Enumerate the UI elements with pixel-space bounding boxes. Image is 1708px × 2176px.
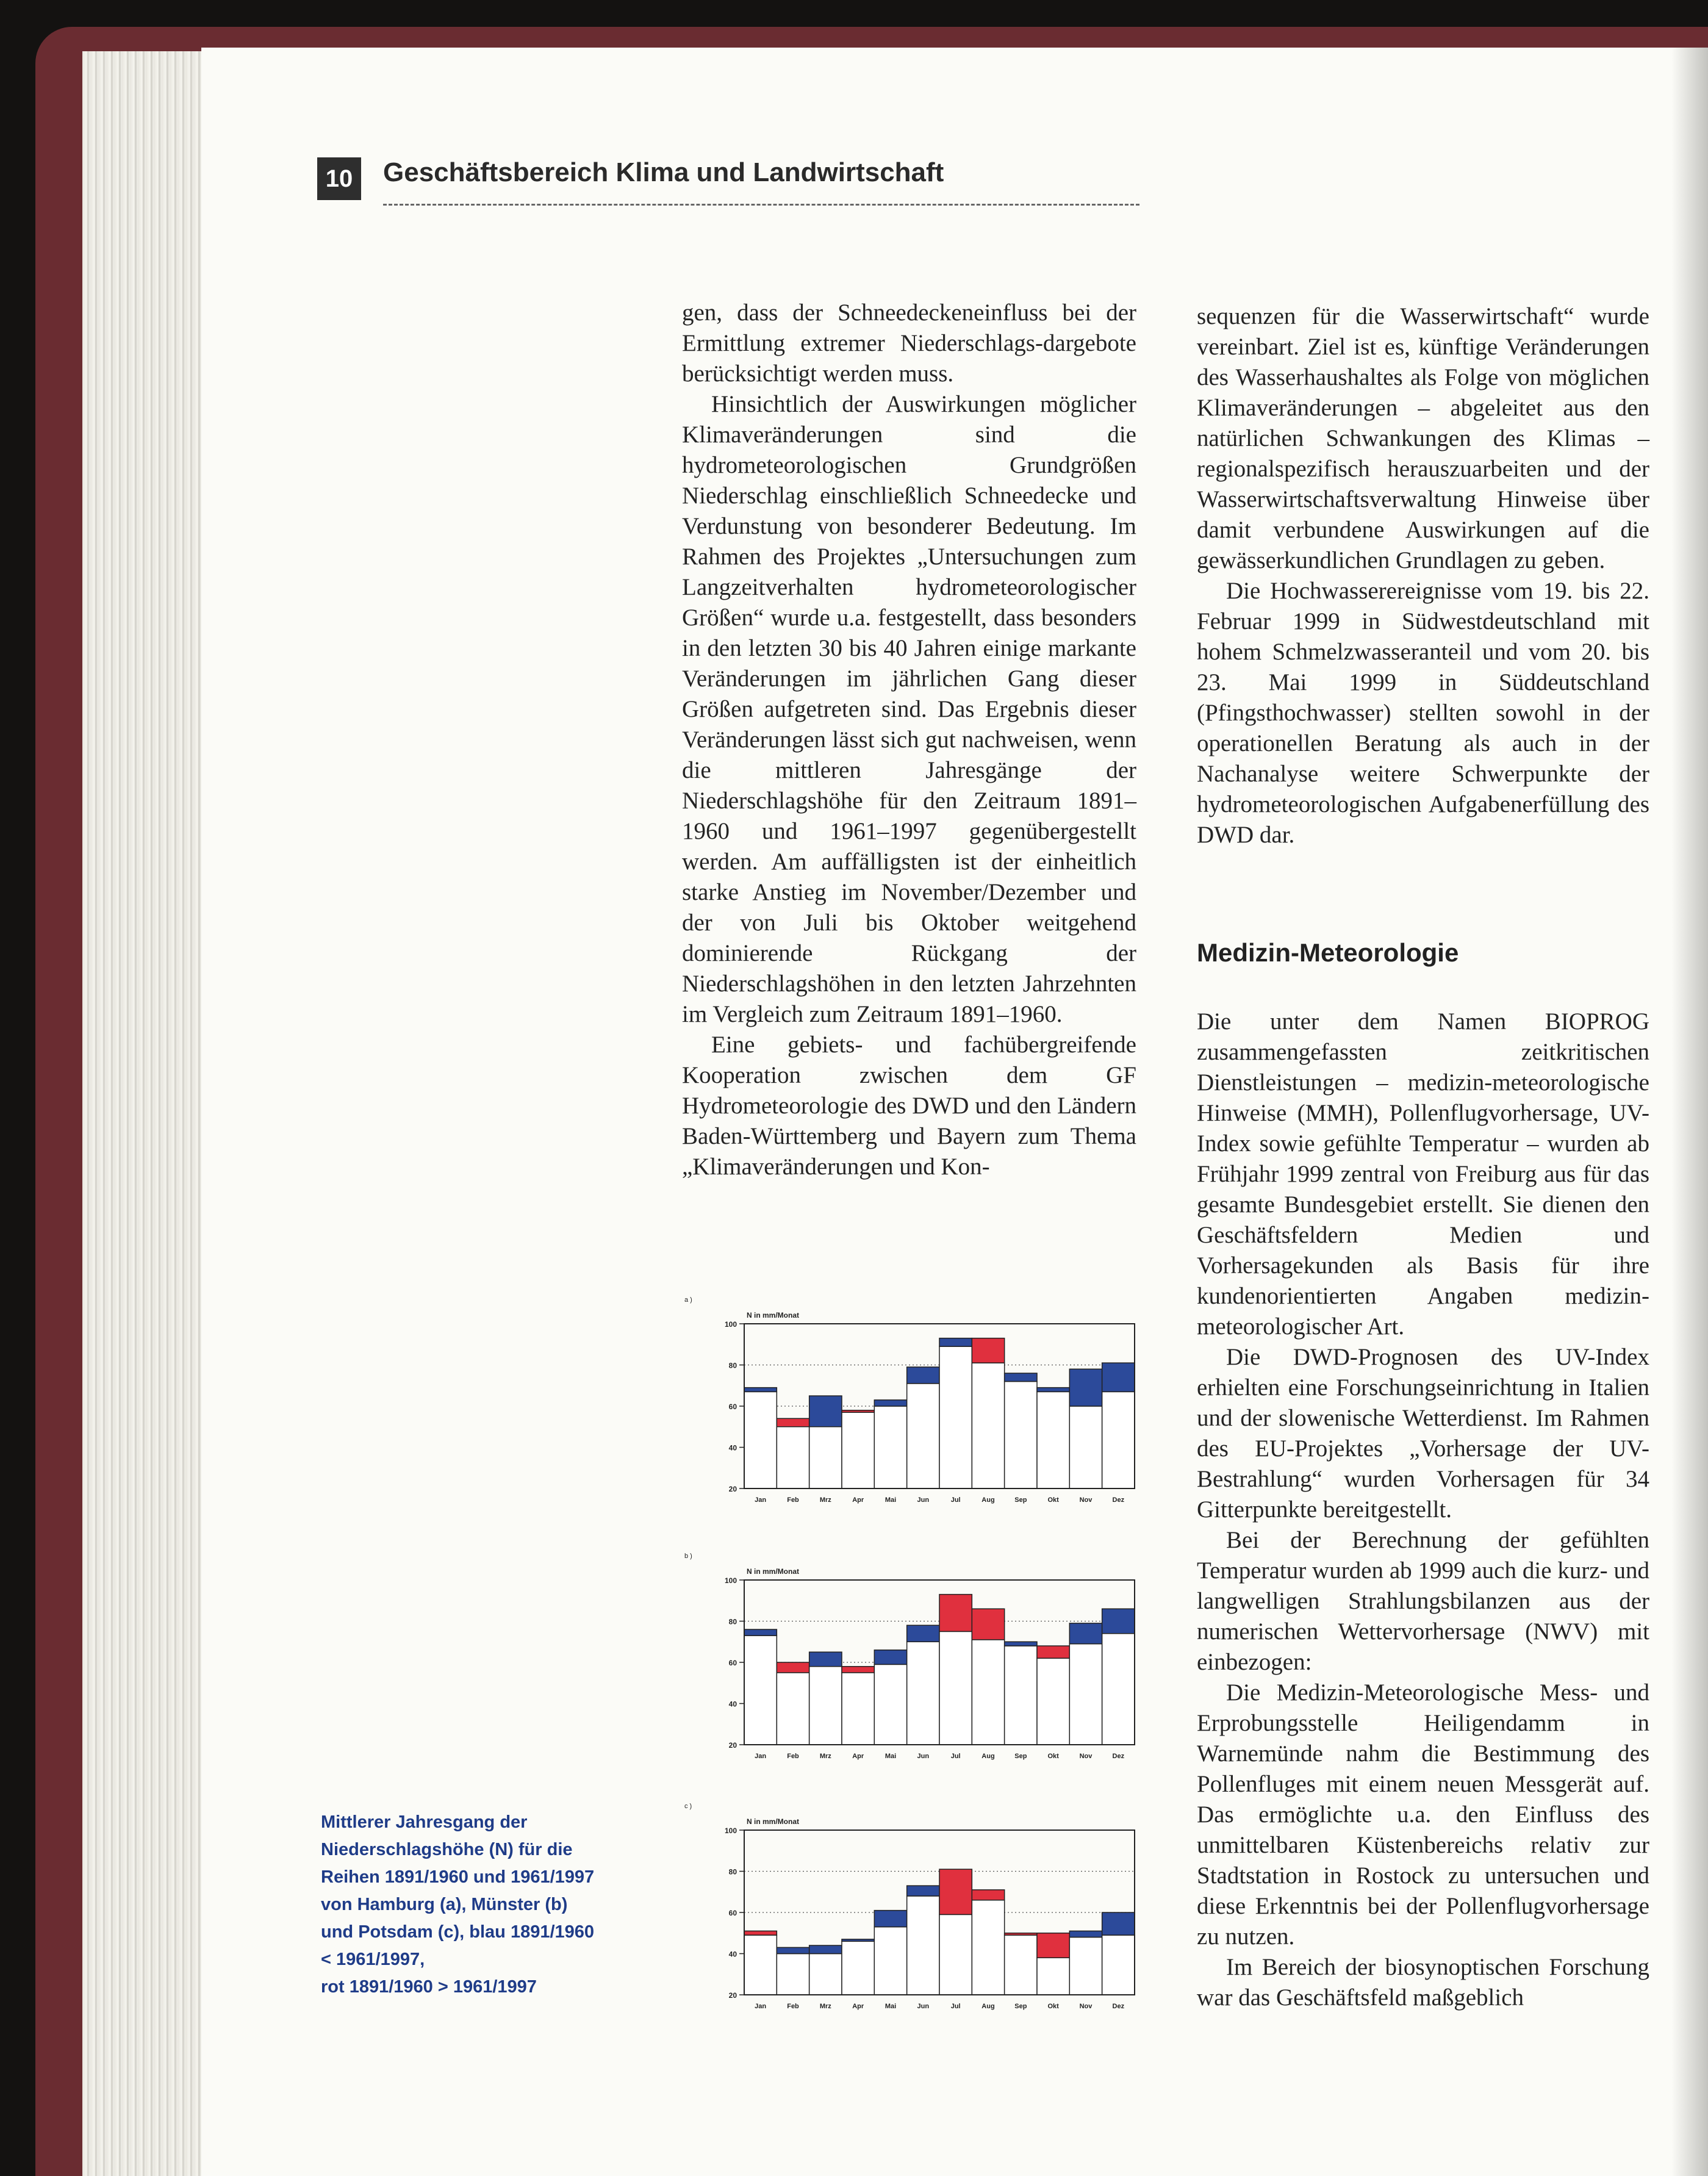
bar-increase bbox=[874, 1650, 906, 1665]
paragraph: Die Medizin-Meteorologische Mess- und Erprobungsstelle Heiligendamm in Warnemünde nahm die Bestimmung des Pollenfluges mit einem neuen Messgerät auf. Das ermöglichte u.a. den Einfluss des unmittelbaren Küstenbereichs relativ zur Stadtstation in Rostock zu untersuchen und diese Erkenntnis bei der Pollenflugvorhersage zu nutzen. bbox=[1197, 1679, 1649, 1950]
bar-increase bbox=[1102, 1363, 1135, 1391]
x-tick-label: Mrz bbox=[819, 1753, 831, 1760]
panel-label: b ) bbox=[684, 1553, 692, 1560]
bar-decrease bbox=[939, 1595, 972, 1632]
bar-base bbox=[1102, 1634, 1135, 1745]
x-tick-label: Mrz bbox=[819, 2003, 831, 2010]
bar-base bbox=[777, 1673, 809, 1745]
y-tick-label: 80 bbox=[728, 1867, 737, 1876]
y-axis-label: N in mm/Monat bbox=[747, 1817, 799, 1826]
bar-base bbox=[777, 1427, 809, 1488]
precipitation-chart-hamburg bbox=[677, 1293, 1141, 1513]
panel-label: c ) bbox=[684, 1803, 692, 1810]
bar-increase bbox=[1069, 1931, 1102, 1937]
y-axis-label: N in mm/Monat bbox=[747, 1567, 799, 1576]
section-heading: Medizin-Meteorologie bbox=[1197, 938, 1459, 967]
caption-line: Mittlerer Jahresgang der bbox=[321, 1812, 528, 1832]
x-tick-label: Jan bbox=[755, 2003, 767, 2010]
y-tick-label: 80 bbox=[728, 1361, 737, 1370]
bar-increase bbox=[907, 1367, 939, 1384]
y-tick-label: 100 bbox=[724, 1826, 737, 1835]
bar-increase bbox=[874, 1400, 906, 1406]
x-tick-label: Feb bbox=[787, 1496, 799, 1504]
bar-increase bbox=[1069, 1623, 1102, 1644]
bar-base bbox=[939, 1631, 972, 1745]
caption-line: und Potsdam (c), blau 1891/1960 bbox=[321, 1922, 595, 1942]
x-tick-label: Jun bbox=[917, 2003, 930, 2010]
paragraph: Hinsichtlich der Auswirkungen möglicher Klimaveränderungen sind die hydrometeorologischen Grundgrößen Niederschlag einschließlich Schneedecke und Verdunstung von besonderer Bedeutung. Im Rahmen des Projektes „Untersuchungen zum Langzeitverhalten hydrometeorologischer Größen“ wurde u.a. festgestellt, dass besonders in den letzten 30 bis 40 Jahren einige markante Veränderungen im jährlichen Gang dieser Größen aufgetreten sind. Das Ergebnis dieser Veränderungen lässt sich gut nachweisen, wenn die mittleren Jahresgänge der Niederschlagshöhe für den Zeitraum 1891–1960 und 1961–1997 gegenübergestellt werden. Am auffälligsten ist der einheitlich starke Anstieg im November/Dezember und der von Juli bis Oktober weitgehend dominierende Rückgang der Niederschlagshöhen in den letzten Jahrzehnten im Vergleich zum Zeitraum 1891–1960. bbox=[682, 391, 1136, 1027]
bar-decrease bbox=[744, 1931, 777, 1935]
bar-increase bbox=[744, 1629, 777, 1636]
bar-base bbox=[972, 1900, 1004, 1995]
x-tick-label: Jul bbox=[950, 1753, 961, 1760]
bar-base bbox=[1005, 1935, 1037, 1995]
x-tick-label: Nov bbox=[1079, 2003, 1093, 2010]
bar-base bbox=[874, 1664, 906, 1745]
bar-base bbox=[744, 1636, 777, 1745]
caption-line: Niederschlagshöhe (N) für die bbox=[321, 1840, 573, 1859]
bar-decrease bbox=[1005, 1933, 1037, 1935]
caption-line: rot 1891/1960 > 1961/1997 bbox=[321, 1977, 537, 1997]
precipitation-chart-potsdam bbox=[677, 1800, 1141, 2019]
bar-base bbox=[809, 1667, 842, 1745]
paragraph: Die unter dem Namen BIOPROG zusammengefassten zeitkritischen Dienstleistungen – medizin-meteorologische Hinweise (MMH), Pollenflugvorhersage, UV-Index sowie gefühlte Temperatur – wurden ab Frühjahr 1999 zentral von Freiburg aus für das gesamte Bundesgebiet erstellt. Sie dienen den Geschäftsfeldern Medien und Vorhersagekunden als Basis für ihre kundenorientierten Angaben medizin-meteorologischer Art. bbox=[1197, 1008, 1649, 1340]
bar-base bbox=[907, 1384, 939, 1488]
y-tick-label: 40 bbox=[728, 1950, 737, 1959]
bar-base bbox=[972, 1640, 1004, 1745]
x-tick-label: Aug bbox=[981, 2003, 995, 2010]
bar-base bbox=[842, 1941, 874, 1995]
bar-increase bbox=[809, 1945, 842, 1954]
y-tick-label: 60 bbox=[728, 1909, 737, 1917]
x-tick-label: Mai bbox=[884, 1753, 897, 1760]
paragraph: Bei der Berechnung der gefühlten Temperatur wurden ab 1999 auch die kurz- und langwelligen Strahlungsbilanzen aus der numerischen Wettervorhersage (NWV) mit einbezogen: bbox=[1197, 1527, 1649, 1675]
x-tick-label: Sep bbox=[1014, 2003, 1027, 2010]
y-tick-label: 60 bbox=[728, 1402, 737, 1411]
bar-increase bbox=[874, 1911, 906, 1927]
bar-base bbox=[907, 1642, 939, 1745]
bar-increase bbox=[1102, 1912, 1135, 1935]
bar-base bbox=[809, 1427, 842, 1488]
y-tick-label: 20 bbox=[728, 1991, 737, 2000]
bar-base bbox=[907, 1896, 939, 1995]
bar-base bbox=[1037, 1958, 1069, 1995]
bar-base bbox=[1069, 1644, 1102, 1745]
x-tick-label: Jun bbox=[917, 1753, 930, 1760]
bar-decrease bbox=[777, 1418, 809, 1427]
bar-increase bbox=[777, 1947, 809, 1953]
bar-decrease bbox=[939, 1869, 972, 1914]
x-tick-label: Mrz bbox=[819, 1496, 831, 1504]
bar-base bbox=[1069, 1406, 1102, 1488]
x-tick-label: Jul bbox=[950, 2003, 961, 2010]
bar-decrease bbox=[777, 1662, 809, 1673]
paragraph: Im Bereich der biosynoptischen Forschung war das Geschäftsfeld maßgeblich bbox=[1197, 1954, 1649, 2011]
page-gutter-shadow bbox=[1671, 48, 1708, 2176]
x-tick-label: Aug bbox=[981, 1753, 995, 1760]
paragraph: Die DWD-Prognosen des UV-Index erhielten eine Forschungseinrichtung in Italien und der slowenische Wetterdienst. Im Rahmen des EU-Projektes „Vorhersage der UV-Bestrahlung“ wurden Vorhersagen für 34 Gitterpunkte bereitgestellt. bbox=[1197, 1344, 1649, 1523]
bar-base bbox=[1005, 1382, 1037, 1489]
bar-increase bbox=[744, 1388, 777, 1392]
bar-base bbox=[1102, 1391, 1135, 1488]
x-tick-label: Nov bbox=[1079, 1753, 1093, 1760]
bar-increase bbox=[842, 1939, 874, 1941]
y-tick-label: 40 bbox=[728, 1443, 737, 1452]
y-axis-label: N in mm/Monat bbox=[747, 1311, 799, 1320]
chapter-number: 10 bbox=[317, 157, 361, 200]
bar-increase bbox=[809, 1652, 842, 1667]
x-tick-label: Feb bbox=[787, 2003, 799, 2010]
x-tick-label: Apr bbox=[852, 1496, 864, 1504]
paragraph: Die Hochwasserereignisse vom 19. bis 22. Februar 1999 in Südwestdeutschland mit hohem Schmelzwasseranteil und vom 20. bis 23. Mai 1999 in Süddeutschland (Pfingsthochwasser) stellten sowohl in der operationellen Beratung als auch in der Nachanalyse weitere Schwerpunkte der hydrometeorologischen Aufgabenerfüllung des DWD dar. bbox=[1197, 578, 1649, 848]
page-edges bbox=[82, 51, 217, 2176]
x-tick-label: Mai bbox=[884, 1496, 897, 1504]
bar-base bbox=[744, 1391, 777, 1488]
x-tick-label: Mai bbox=[884, 2003, 897, 2010]
panel-label: a ) bbox=[684, 1296, 692, 1304]
bar-base bbox=[1069, 1937, 1102, 1995]
chapter-title: Geschäftsbereich Klima und Landwirtschaft bbox=[383, 157, 944, 187]
y-tick-label: 100 bbox=[724, 1576, 737, 1585]
bar-base bbox=[874, 1406, 906, 1488]
precipitation-chart-muenster bbox=[677, 1549, 1141, 1769]
y-tick-label: 40 bbox=[728, 1700, 737, 1709]
x-tick-label: Nov bbox=[1079, 1496, 1093, 1504]
caption-line: Reihen 1891/1960 und 1961/1997 bbox=[321, 1867, 595, 1887]
x-tick-label: Dez bbox=[1112, 1496, 1125, 1504]
y-tick-label: 20 bbox=[728, 1741, 737, 1750]
section-body bbox=[1197, 1007, 1649, 2013]
bar-increase bbox=[809, 1396, 842, 1427]
bar-increase bbox=[1102, 1609, 1135, 1634]
bar-base bbox=[972, 1363, 1004, 1488]
y-tick-label: 60 bbox=[728, 1659, 737, 1667]
bar-base bbox=[874, 1927, 906, 1995]
bar-decrease bbox=[842, 1667, 874, 1673]
x-tick-label: Okt bbox=[1047, 1496, 1059, 1504]
x-tick-label: Dez bbox=[1112, 1753, 1125, 1760]
bar-base bbox=[939, 1914, 972, 1995]
bar-base bbox=[744, 1935, 777, 1995]
x-tick-label: Dez bbox=[1112, 2003, 1125, 2010]
bar-base bbox=[1005, 1646, 1037, 1745]
x-tick-label: Jan bbox=[755, 1753, 767, 1760]
bar-base bbox=[1102, 1935, 1135, 1995]
bar-decrease bbox=[1037, 1933, 1069, 1958]
x-tick-label: Sep bbox=[1014, 1753, 1027, 1760]
y-tick-label: 20 bbox=[728, 1485, 737, 1493]
bar-base bbox=[842, 1412, 874, 1488]
bar-base bbox=[939, 1346, 972, 1488]
x-tick-label: Sep bbox=[1014, 1496, 1027, 1504]
bar-increase bbox=[939, 1338, 972, 1347]
bar-base bbox=[809, 1954, 842, 1995]
bar-base bbox=[777, 1954, 809, 1995]
bar-increase bbox=[907, 1625, 939, 1642]
x-tick-label: Okt bbox=[1047, 1753, 1059, 1760]
bar-increase bbox=[907, 1886, 939, 1896]
bar-base bbox=[842, 1673, 874, 1745]
header-rule bbox=[383, 204, 1139, 206]
x-tick-label: Apr bbox=[852, 1753, 864, 1760]
y-tick-label: 80 bbox=[728, 1617, 737, 1626]
x-tick-label: Jun bbox=[917, 1496, 930, 1504]
caption-line: von Hamburg (a), Münster (b) bbox=[321, 1895, 568, 1914]
caption-line: < 1961/1997, bbox=[321, 1950, 425, 1969]
text-column-right bbox=[1197, 301, 1649, 850]
bar-decrease bbox=[972, 1890, 1004, 1900]
bar-increase bbox=[1005, 1642, 1037, 1646]
x-tick-label: Apr bbox=[852, 2003, 864, 2010]
figure-caption bbox=[321, 1809, 669, 2001]
x-tick-label: Feb bbox=[787, 1753, 799, 1760]
bar-decrease bbox=[972, 1338, 1004, 1363]
x-tick-label: Aug bbox=[981, 1496, 995, 1504]
paragraph: Eine gebiets- und fachübergreifende Kooperation zwischen dem GF Hydrometeorologie des DWD und den Ländern Baden-Württemberg und Bayern zum Thema „Klimaveränderungen und Kon- bbox=[682, 1032, 1136, 1180]
paragraph: gen, dass der Schneedeckeneinfluss bei der Ermittlung extremer Niederschlags-dargebote berücksichtigt werden muss. bbox=[682, 300, 1136, 387]
bar-increase bbox=[1069, 1369, 1102, 1406]
bar-base bbox=[1037, 1658, 1069, 1745]
x-tick-label: Jan bbox=[755, 1496, 767, 1504]
bar-increase bbox=[1037, 1388, 1069, 1392]
x-tick-label: Jul bbox=[950, 1496, 961, 1504]
bar-decrease bbox=[972, 1609, 1004, 1640]
bar-decrease bbox=[1037, 1646, 1069, 1658]
bar-decrease bbox=[842, 1410, 874, 1412]
bar-increase bbox=[1005, 1373, 1037, 1382]
y-tick-label: 100 bbox=[724, 1320, 737, 1329]
x-tick-label: Okt bbox=[1047, 2003, 1059, 2010]
paragraph: sequenzen für die Wasserwirtschaft“ wurde vereinbart. Ziel ist es, künftige Veränderungen des Wasserhaushaltes als Folge von möglichen Klimaveränderungen – abgeleitet aus den natürlichen Schwankungen des Klimas – regionalspezifisch herauszuarbeiten und der Wasserwirtschaftsverwaltung Hinweise über damit verbundene Auswirkungen auf die gewässerkundlichen Grundlagen zu geben. bbox=[1197, 303, 1649, 573]
text-column-left bbox=[682, 298, 1136, 1182]
bar-base bbox=[1037, 1391, 1069, 1488]
